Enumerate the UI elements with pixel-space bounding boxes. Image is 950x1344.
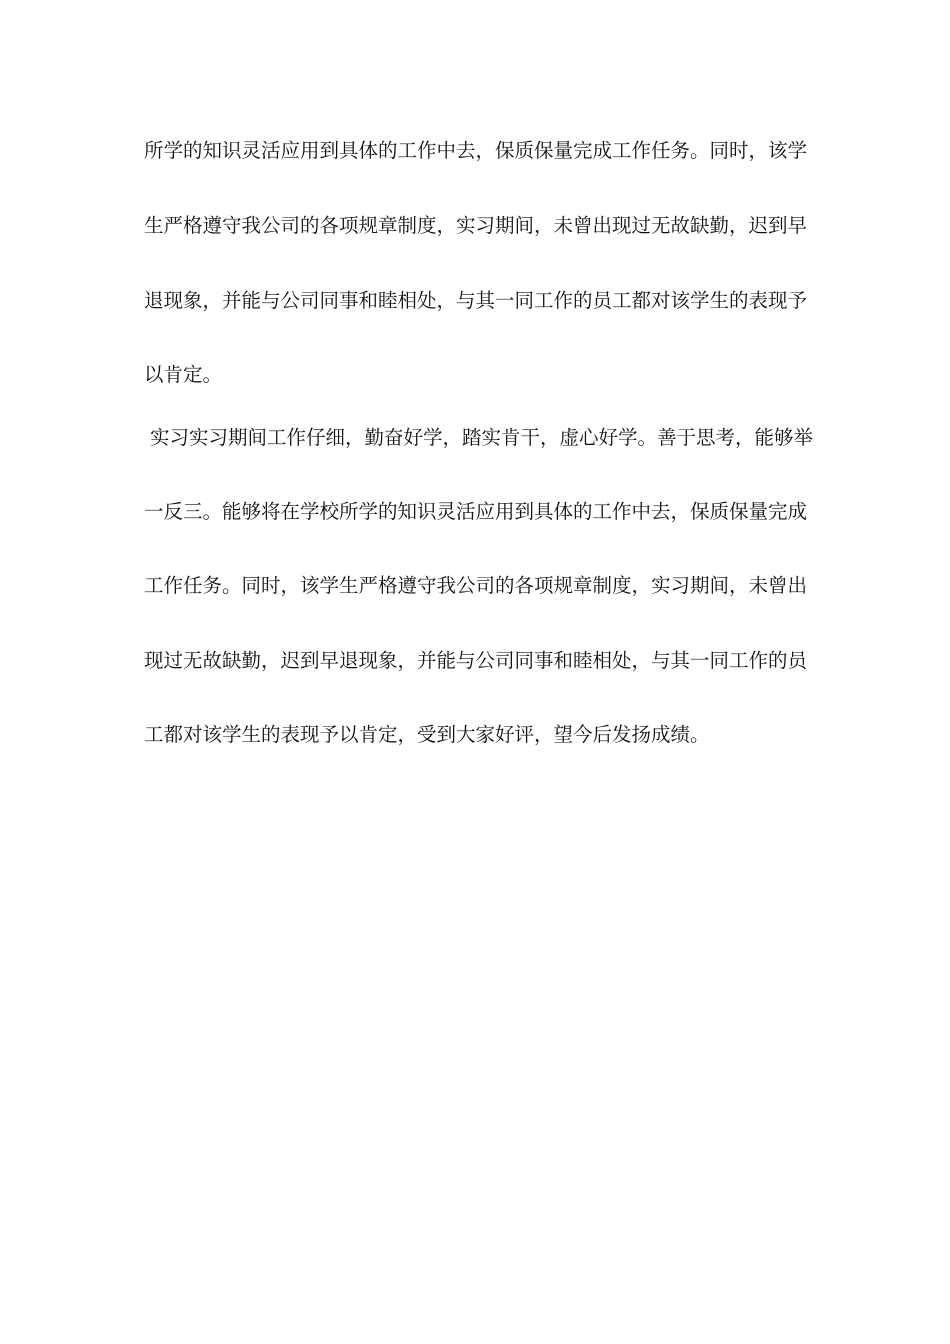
paragraph-2-line-3: 工作任务。同时，该学生严格遵守我公司的各项规章制度，实习期间，未曾出 — [144, 574, 808, 597]
paragraph-2-line-5: 工都对该学生的表现予以肯定，受到大家好评，望今后发扬成绩。 — [144, 723, 710, 746]
paragraph-1-line-1: 所学的知识灵活应用到具体的工作中去，保质保量完成工作任务。同时，该学 — [144, 139, 808, 162]
paragraph-1-line-2: 生严格遵守我公司的各项规章制度，实习期间，未曾出现过无故缺勤，迟到早 — [144, 214, 808, 237]
paragraph-2-line-4: 现过无故缺勤，迟到早退现象，并能与公司同事和睦相处，与其一同工作的员 — [144, 649, 808, 672]
paragraph-1-line-3: 退现象，并能与公司同事和睦相处，与其一同工作的员工都对该学生的表现予 — [144, 289, 808, 312]
paragraph-2-line-1: 实习实习期间工作仔细，勤奋好学，踏实肯干，虚心好学。善于思考，能够举 — [150, 426, 814, 449]
paragraph-1-line-4: 以肯定。 — [144, 363, 223, 386]
paragraph-2-line-2: 一反三。能够将在学校所学的知识灵活应用到具体的工作中去，保质保量完成 — [144, 500, 808, 523]
